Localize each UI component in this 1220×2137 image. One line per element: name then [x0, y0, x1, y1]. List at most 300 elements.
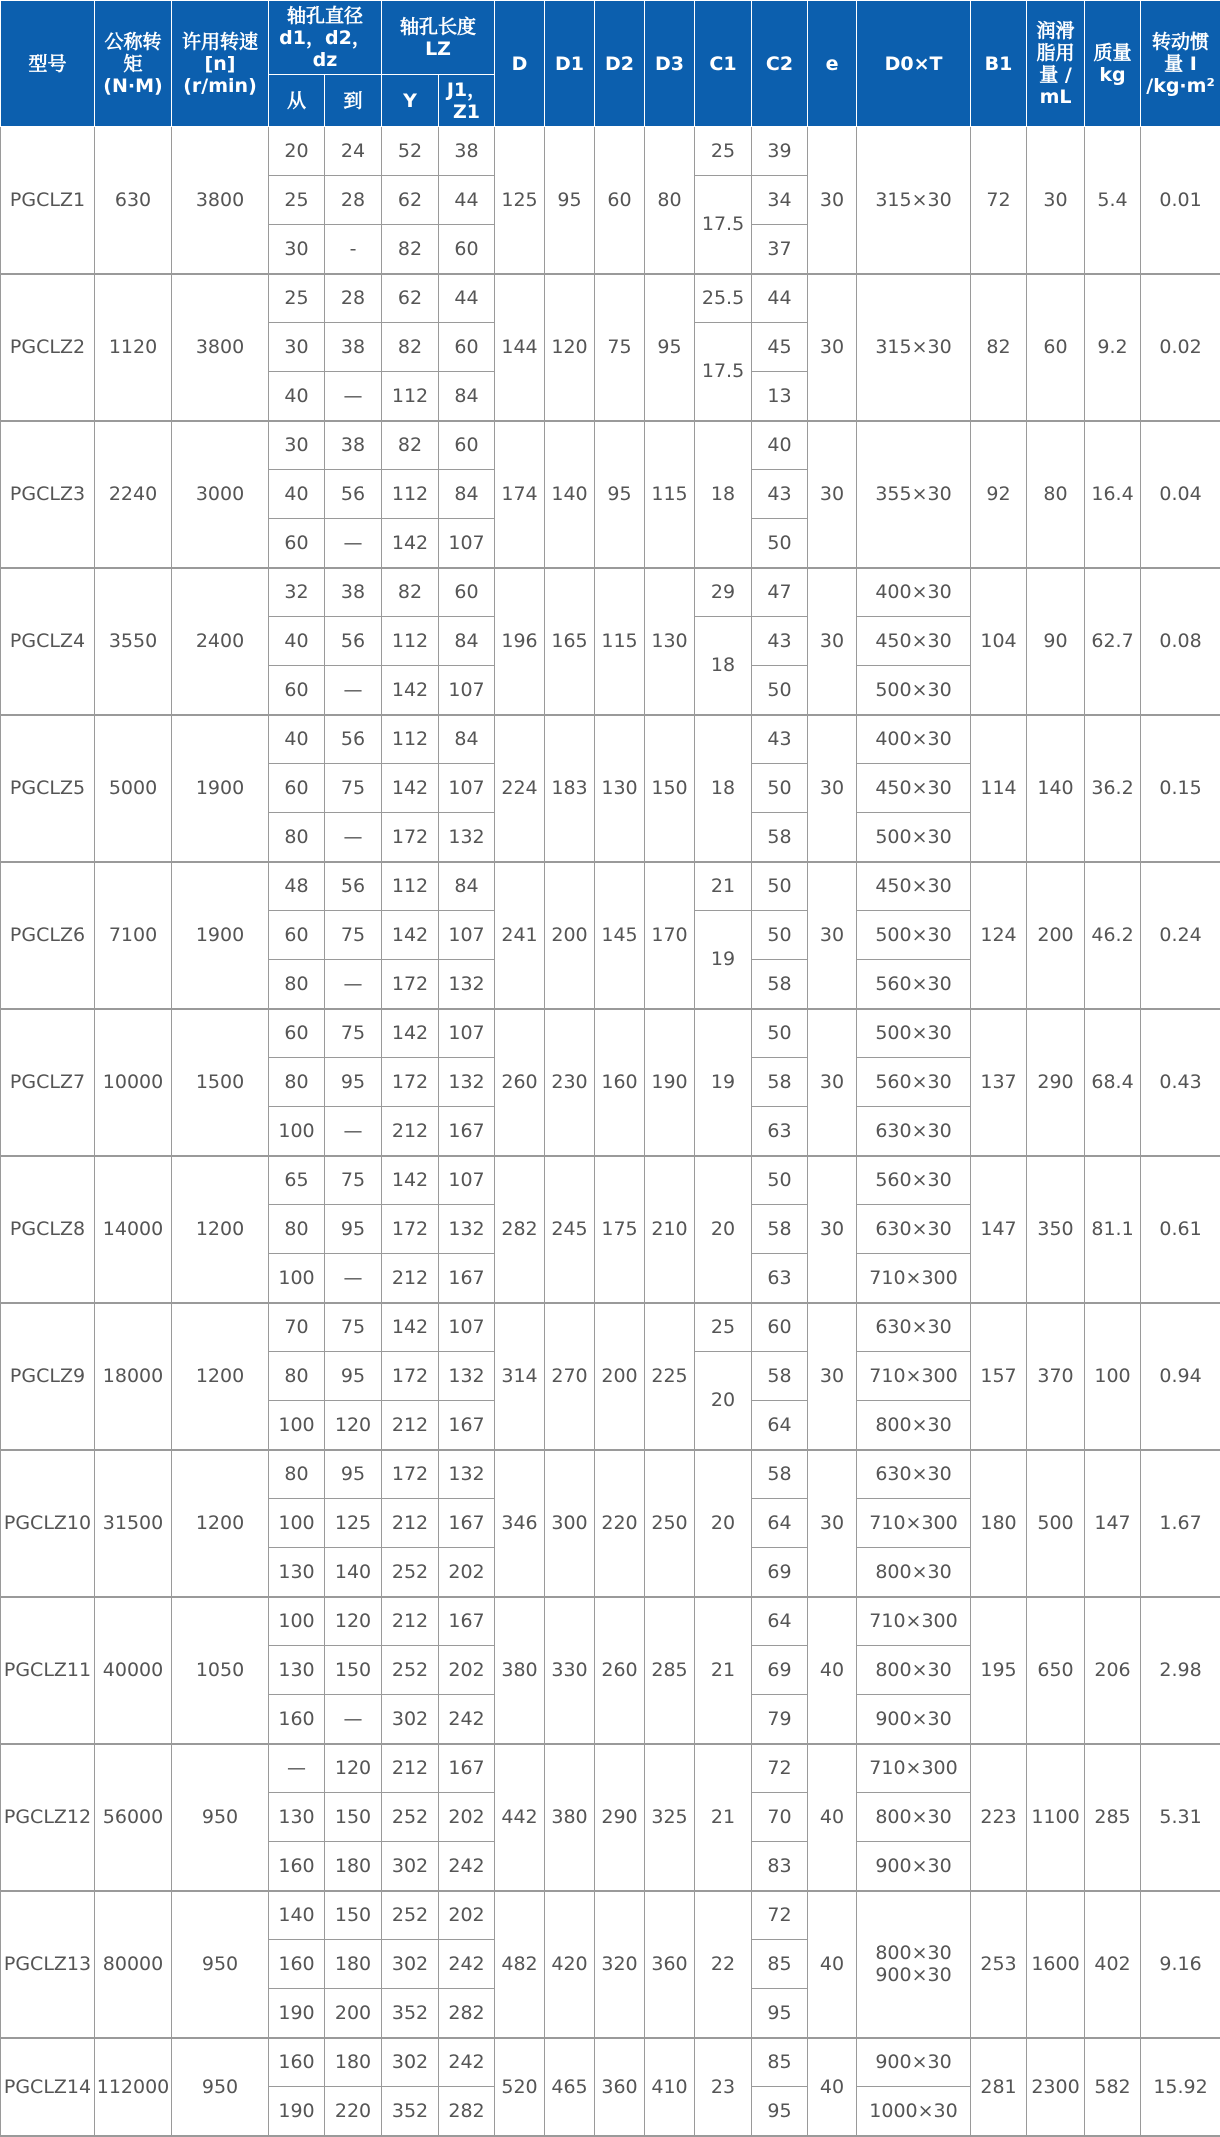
inertia-cell: 0.08 [1141, 568, 1220, 715]
length-j1-cell: 282 [439, 2087, 495, 2136]
b1-cell: 223 [971, 1744, 1027, 1891]
bore-to-cell: - [325, 225, 382, 274]
bore-from-cell: 100 [269, 1499, 325, 1548]
header-D2: D2 [595, 1, 645, 127]
table-row [1, 1891, 1220, 1940]
c2-cell: 95 [752, 2087, 808, 2136]
grease-cell: 2300 [1027, 2038, 1085, 2136]
bore-from-cell: 130 [269, 1793, 325, 1842]
bore-to-cell: 56 [325, 617, 382, 666]
length-y-cell: 62 [382, 176, 439, 225]
header-mass: 质量 kg [1085, 1, 1141, 127]
c1-cell: 22 [695, 1891, 752, 2038]
bore-from-cell: 80 [269, 813, 325, 862]
d-cell: 174 [495, 421, 545, 568]
c1-cell: 17.5 [695, 323, 752, 421]
header-length-j1: J1， Z1 [439, 75, 495, 127]
b1-cell: 147 [971, 1156, 1027, 1303]
table-row [1, 2038, 1220, 2087]
d0t-cell: 500×30 [857, 911, 971, 960]
grease-cell: 1100 [1027, 1744, 1085, 1891]
bore-to-cell: 56 [325, 715, 382, 764]
d0t-cell: 710×300 [857, 1499, 971, 1548]
c2-cell: 43 [752, 470, 808, 519]
inertia-cell: 15.92 [1141, 2038, 1220, 2136]
grease-cell: 80 [1027, 421, 1085, 568]
model-cell: PGCLZ14 [1, 2038, 95, 2136]
c2-cell: 45 [752, 323, 808, 372]
d1-cell: 183 [545, 715, 595, 862]
c2-cell: 85 [752, 1940, 808, 1989]
model-cell: PGCLZ7 [1, 1009, 95, 1156]
c1-cell: 20 [695, 1352, 752, 1450]
bore-to-cell: 75 [325, 911, 382, 960]
bore-from-cell: 80 [269, 1450, 325, 1499]
d2-cell: 160 [595, 1009, 645, 1156]
bore-from-cell: 130 [269, 1548, 325, 1597]
d-cell: 520 [495, 2038, 545, 2136]
bore-from-cell: 190 [269, 2087, 325, 2136]
c1-cell: 19 [695, 1009, 752, 1156]
c1-cell: 21 [695, 1744, 752, 1891]
e-cell: 30 [808, 862, 857, 1009]
b1-cell: 281 [971, 2038, 1027, 2136]
length-y-cell: 352 [382, 1989, 439, 2038]
length-y-cell: 212 [382, 1597, 439, 1646]
header-B1: B1 [971, 1, 1027, 127]
header-bore-to: 到 [325, 75, 382, 127]
length-y-cell: 252 [382, 1793, 439, 1842]
length-y-cell: 302 [382, 1842, 439, 1891]
bore-from-cell: 40 [269, 470, 325, 519]
torque-cell: 14000 [95, 1156, 172, 1303]
e-cell: 30 [808, 127, 857, 274]
mass-cell: 9.2 [1085, 274, 1141, 421]
length-j1-cell: 242 [439, 1695, 495, 1744]
d0t-cell: 630×30 [857, 1107, 971, 1156]
d1-cell: 230 [545, 1009, 595, 1156]
inertia-cell: 0.24 [1141, 862, 1220, 1009]
b1-cell: 104 [971, 568, 1027, 715]
bore-from-cell: 30 [269, 323, 325, 372]
length-j1-cell: 242 [439, 1940, 495, 1989]
c2-cell: 64 [752, 1401, 808, 1450]
inertia-cell: 0.02 [1141, 274, 1220, 421]
c2-cell: 58 [752, 960, 808, 1009]
inertia-cell: 5.31 [1141, 1744, 1220, 1891]
d0t-cell: 560×30 [857, 1058, 971, 1107]
c1-cell: 19 [695, 911, 752, 1009]
bore-from-cell: 25 [269, 274, 325, 323]
d1-cell: 245 [545, 1156, 595, 1303]
bore-from-cell: 65 [269, 1156, 325, 1205]
grease-cell: 350 [1027, 1156, 1085, 1303]
d3-cell: 170 [645, 862, 695, 1009]
bore-to-cell: 180 [325, 1842, 382, 1891]
bore-from-cell: 80 [269, 960, 325, 1009]
bore-to-cell: — [325, 813, 382, 862]
inertia-cell: 2.98 [1141, 1597, 1220, 1744]
length-j1-cell: 202 [439, 1548, 495, 1597]
mass-cell: 5.4 [1085, 127, 1141, 274]
speed-cell: 950 [172, 1744, 269, 1891]
c2-cell: 85 [752, 2038, 808, 2087]
length-j1-cell: 107 [439, 1303, 495, 1352]
table-row [1, 1156, 1220, 1205]
bore-to-cell: 120 [325, 1597, 382, 1646]
header-e: e [808, 1, 857, 127]
length-j1-cell: 167 [439, 1107, 495, 1156]
model-cell: PGCLZ12 [1, 1744, 95, 1891]
d0t-cell: 900×30 [857, 2038, 971, 2087]
d2-cell: 175 [595, 1156, 645, 1303]
d2-cell: 115 [595, 568, 645, 715]
table-row [1, 568, 1220, 617]
length-y-cell: 82 [382, 421, 439, 470]
bore-to-cell: 180 [325, 2038, 382, 2087]
bore-from-cell: 160 [269, 1940, 325, 1989]
torque-cell: 112000 [95, 2038, 172, 2136]
speed-cell: 950 [172, 1891, 269, 2038]
header-C2: C2 [752, 1, 808, 127]
length-y-cell: 172 [382, 960, 439, 1009]
bore-to-cell: 28 [325, 274, 382, 323]
c2-cell: 39 [752, 127, 808, 176]
length-y-cell: 172 [382, 1450, 439, 1499]
model-cell: PGCLZ8 [1, 1156, 95, 1303]
inertia-cell: 0.94 [1141, 1303, 1220, 1450]
length-y-cell: 142 [382, 764, 439, 813]
inertia-cell: 0.61 [1141, 1156, 1220, 1303]
table-row [1, 421, 1220, 470]
torque-cell: 31500 [95, 1450, 172, 1597]
table-row [1, 862, 1220, 911]
b1-cell: 253 [971, 1891, 1027, 2038]
c2-cell: 58 [752, 1205, 808, 1254]
d3-cell: 225 [645, 1303, 695, 1450]
header-bore-length: 轴孔长度 LZ [382, 1, 495, 75]
length-j1-cell: 84 [439, 372, 495, 421]
length-y-cell: 212 [382, 1744, 439, 1793]
model-cell: PGCLZ6 [1, 862, 95, 1009]
d2-cell: 200 [595, 1303, 645, 1450]
bore-from-cell: 25 [269, 176, 325, 225]
bore-from-cell: — [269, 1744, 325, 1793]
table-row [1, 274, 1220, 323]
length-y-cell: 112 [382, 862, 439, 911]
c1-cell: 18 [695, 617, 752, 715]
length-j1-cell: 44 [439, 274, 495, 323]
bore-from-cell: 40 [269, 617, 325, 666]
bore-to-cell: 28 [325, 176, 382, 225]
d0t-cell: 710×300 [857, 1352, 971, 1401]
d0t-cell: 800×30 [857, 1401, 971, 1450]
mass-cell: 46.2 [1085, 862, 1141, 1009]
length-j1-cell: 167 [439, 1401, 495, 1450]
d0t-cell: 630×30 [857, 1450, 971, 1499]
bore-from-cell: 60 [269, 666, 325, 715]
model-cell: PGCLZ11 [1, 1597, 95, 1744]
speed-cell: 3800 [172, 274, 269, 421]
c2-cell: 64 [752, 1499, 808, 1548]
length-y-cell: 62 [382, 274, 439, 323]
bore-from-cell: 30 [269, 421, 325, 470]
b1-cell: 124 [971, 862, 1027, 1009]
length-y-cell: 172 [382, 1352, 439, 1401]
bore-to-cell: 120 [325, 1744, 382, 1793]
grease-cell: 200 [1027, 862, 1085, 1009]
d0t-cell: 630×30 [857, 1205, 971, 1254]
bore-from-cell: 80 [269, 1352, 325, 1401]
mass-cell: 16.4 [1085, 421, 1141, 568]
c2-cell: 50 [752, 862, 808, 911]
length-j1-cell: 132 [439, 1058, 495, 1107]
d1-cell: 200 [545, 862, 595, 1009]
c2-cell: 58 [752, 1352, 808, 1401]
speed-cell: 3000 [172, 421, 269, 568]
d2-cell: 360 [595, 2038, 645, 2136]
bore-to-cell: 120 [325, 1401, 382, 1450]
d0t-cell: 560×30 [857, 960, 971, 1009]
length-y-cell: 112 [382, 715, 439, 764]
model-cell: PGCLZ1 [1, 127, 95, 274]
c2-cell: 72 [752, 1891, 808, 1940]
d2-cell: 260 [595, 1597, 645, 1744]
bore-to-cell: 180 [325, 1940, 382, 1989]
table-row [1, 127, 1220, 176]
bore-to-cell: — [325, 1107, 382, 1156]
d3-cell: 130 [645, 568, 695, 715]
b1-cell: 180 [971, 1450, 1027, 1597]
d-cell: 482 [495, 1891, 545, 2038]
length-j1-cell: 107 [439, 666, 495, 715]
length-y-cell: 172 [382, 813, 439, 862]
c1-cell: 25.5 [695, 274, 752, 323]
length-y-cell: 252 [382, 1891, 439, 1940]
d-cell: 196 [495, 568, 545, 715]
d1-cell: 270 [545, 1303, 595, 1450]
bore-from-cell: 60 [269, 1009, 325, 1058]
header-D3: D3 [645, 1, 695, 127]
torque-cell: 10000 [95, 1009, 172, 1156]
length-y-cell: 212 [382, 1107, 439, 1156]
e-cell: 30 [808, 1009, 857, 1156]
d0t-cell: 315×30 [857, 274, 971, 421]
d1-cell: 120 [545, 274, 595, 421]
grease-cell: 290 [1027, 1009, 1085, 1156]
c1-cell: 23 [695, 2038, 752, 2136]
length-j1-cell: 132 [439, 1352, 495, 1401]
header-speed: 许用转速 [n] (r/min) [172, 1, 269, 127]
model-cell: PGCLZ2 [1, 274, 95, 421]
d0t-cell: 500×30 [857, 1009, 971, 1058]
c1-cell: 21 [695, 862, 752, 911]
length-y-cell: 302 [382, 2038, 439, 2087]
d3-cell: 95 [645, 274, 695, 421]
c1-cell: 21 [695, 1597, 752, 1744]
d0t-cell: 800×30 [857, 1548, 971, 1597]
mass-cell: 582 [1085, 2038, 1141, 2136]
torque-cell: 7100 [95, 862, 172, 1009]
c2-cell: 50 [752, 764, 808, 813]
d-cell: 260 [495, 1009, 545, 1156]
e-cell: 30 [808, 421, 857, 568]
d1-cell: 380 [545, 1744, 595, 1891]
c2-cell: 69 [752, 1646, 808, 1695]
bore-from-cell: 60 [269, 764, 325, 813]
d-cell: 224 [495, 715, 545, 862]
length-j1-cell: 84 [439, 617, 495, 666]
bore-to-cell: — [325, 960, 382, 1009]
d3-cell: 325 [645, 1744, 695, 1891]
bore-from-cell: 48 [269, 862, 325, 911]
length-y-cell: 252 [382, 1548, 439, 1597]
c2-cell: 34 [752, 176, 808, 225]
d0t-cell: 900×30 [857, 1842, 971, 1891]
header-D1: D1 [545, 1, 595, 127]
bore-to-cell: 75 [325, 1303, 382, 1352]
header-length-y: Y [382, 75, 439, 127]
header-model: 型号 [1, 1, 95, 127]
length-j1-cell: 132 [439, 1450, 495, 1499]
model-cell: PGCLZ13 [1, 1891, 95, 2038]
d3-cell: 80 [645, 127, 695, 274]
length-j1-cell: 107 [439, 764, 495, 813]
torque-cell: 40000 [95, 1597, 172, 1744]
mass-cell: 68.4 [1085, 1009, 1141, 1156]
c2-cell: 58 [752, 813, 808, 862]
mass-cell: 62.7 [1085, 568, 1141, 715]
d-cell: 380 [495, 1597, 545, 1744]
bore-from-cell: 40 [269, 715, 325, 764]
d0t-cell: 1000×30 [857, 2087, 971, 2136]
length-j1-cell: 132 [439, 960, 495, 1009]
table-row [1, 1450, 1220, 1499]
speed-cell: 1200 [172, 1156, 269, 1303]
length-j1-cell: 202 [439, 1646, 495, 1695]
length-j1-cell: 107 [439, 1009, 495, 1058]
e-cell: 40 [808, 1744, 857, 1891]
length-y-cell: 82 [382, 323, 439, 372]
d0t-cell: 630×30 [857, 1303, 971, 1352]
bore-to-cell: 38 [325, 568, 382, 617]
bore-to-cell: 150 [325, 1793, 382, 1842]
bore-from-cell: 190 [269, 1989, 325, 2038]
b1-cell: 82 [971, 274, 1027, 421]
table-row [1, 715, 1220, 764]
bore-from-cell: 80 [269, 1058, 325, 1107]
d-cell: 442 [495, 1744, 545, 1891]
bore-from-cell: 140 [269, 1891, 325, 1940]
grease-cell: 500 [1027, 1450, 1085, 1597]
d2-cell: 320 [595, 1891, 645, 2038]
torque-cell: 630 [95, 127, 172, 274]
bore-from-cell: 30 [269, 225, 325, 274]
bore-to-cell: 150 [325, 1646, 382, 1695]
d3-cell: 210 [645, 1156, 695, 1303]
mass-cell: 81.1 [1085, 1156, 1141, 1303]
b1-cell: 195 [971, 1597, 1027, 1744]
d0t-cell: 800×30 [857, 1646, 971, 1695]
length-j1-cell: 60 [439, 225, 495, 274]
d1-cell: 140 [545, 421, 595, 568]
header-inertia: 转动惯 量 I /kg·m² [1141, 1, 1220, 127]
mass-cell: 285 [1085, 1744, 1141, 1891]
bore-to-cell: 140 [325, 1548, 382, 1597]
table-row [1, 1744, 1220, 1793]
torque-cell: 56000 [95, 1744, 172, 1891]
length-y-cell: 82 [382, 568, 439, 617]
c1-cell: 20 [695, 1450, 752, 1597]
bore-from-cell: 160 [269, 1842, 325, 1891]
grease-cell: 30 [1027, 127, 1085, 274]
c1-cell: 18 [695, 421, 752, 568]
length-y-cell: 212 [382, 1401, 439, 1450]
length-y-cell: 252 [382, 1646, 439, 1695]
bore-to-cell: 75 [325, 1009, 382, 1058]
c2-cell: 44 [752, 274, 808, 323]
speed-cell: 1050 [172, 1597, 269, 1744]
speed-cell: 1500 [172, 1009, 269, 1156]
b1-cell: 114 [971, 715, 1027, 862]
c2-cell: 47 [752, 568, 808, 617]
d0t-cell: 450×30 [857, 862, 971, 911]
d0t-cell: 450×30 [857, 617, 971, 666]
d2-cell: 130 [595, 715, 645, 862]
bore-to-cell: 75 [325, 764, 382, 813]
inertia-cell: 0.43 [1141, 1009, 1220, 1156]
d0t-cell: 710×300 [857, 1597, 971, 1646]
length-j1-cell: 282 [439, 1989, 495, 2038]
d3-cell: 250 [645, 1450, 695, 1597]
c1-cell: 25 [695, 127, 752, 176]
c1-cell: 18 [695, 715, 752, 862]
c2-cell: 58 [752, 1058, 808, 1107]
bore-from-cell: 160 [269, 1695, 325, 1744]
d2-cell: 75 [595, 274, 645, 421]
speed-cell: 1900 [172, 862, 269, 1009]
d-cell: 282 [495, 1156, 545, 1303]
c2-cell: 50 [752, 1156, 808, 1205]
d-cell: 144 [495, 274, 545, 421]
grease-cell: 60 [1027, 274, 1085, 421]
bore-from-cell: 40 [269, 372, 325, 421]
d1-cell: 95 [545, 127, 595, 274]
model-cell: PGCLZ4 [1, 568, 95, 715]
c2-cell: 83 [752, 1842, 808, 1891]
bore-to-cell: 220 [325, 2087, 382, 2136]
d-cell: 314 [495, 1303, 545, 1450]
model-cell: PGCLZ9 [1, 1303, 95, 1450]
length-y-cell: 352 [382, 2087, 439, 2136]
d3-cell: 285 [645, 1597, 695, 1744]
grease-cell: 90 [1027, 568, 1085, 715]
mass-cell: 206 [1085, 1597, 1141, 1744]
c2-cell: 72 [752, 1744, 808, 1793]
grease-cell: 140 [1027, 715, 1085, 862]
bore-to-cell: 56 [325, 862, 382, 911]
d0t-cell: 800×30 900×30 [857, 1891, 971, 2038]
speed-cell: 1200 [172, 1450, 269, 1597]
length-y-cell: 172 [382, 1058, 439, 1107]
c2-cell: 58 [752, 1450, 808, 1499]
c2-cell: 13 [752, 372, 808, 421]
header-grease: 润滑 脂用 量 / mL [1027, 1, 1085, 127]
mass-cell: 147 [1085, 1450, 1141, 1597]
e-cell: 30 [808, 1303, 857, 1450]
model-cell: PGCLZ3 [1, 421, 95, 568]
d0t-cell: 900×30 [857, 1695, 971, 1744]
